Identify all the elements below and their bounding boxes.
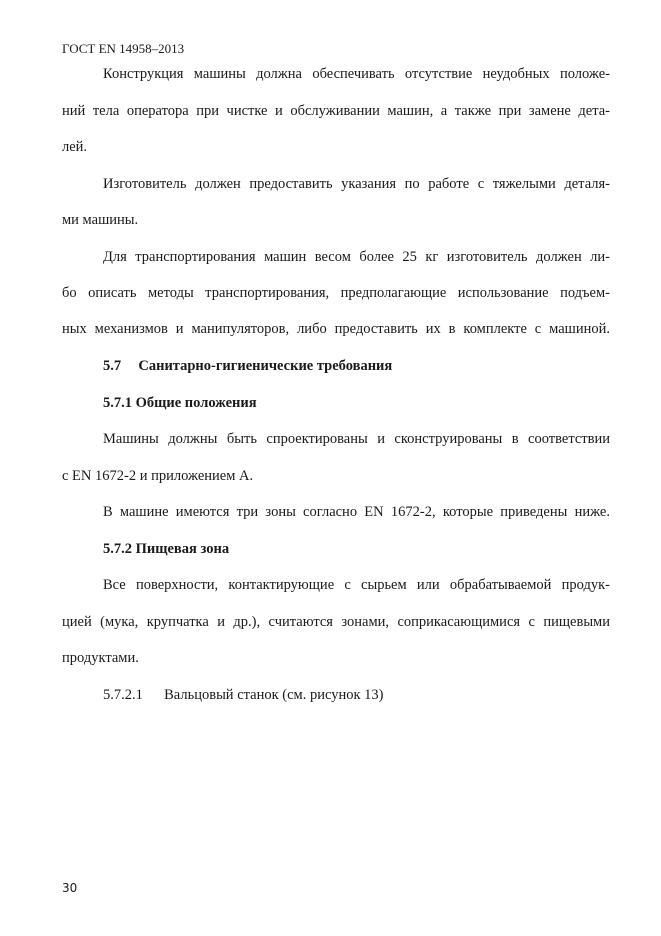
section-title: Санитарно-гигиенические требования — [138, 358, 393, 374]
section-number: 5.7 — [103, 358, 122, 374]
paragraph-line: ний тела оператора при чистке и обслуживании машин, а также при замене дета- — [62, 103, 610, 119]
page-number: 30 — [62, 881, 78, 895]
paragraph-line: Все поверхности, контактирующие с сырьем или обрабатываемой продук- — [103, 577, 610, 593]
paragraph-line: бо описать методы транспортирования, предполагающие использование подъем- — [62, 285, 610, 301]
paragraph-line: лей. — [62, 139, 88, 155]
paragraph-line: ных механизмов и манипуляторов, либо предоставить их в комплекте с машиной. — [62, 321, 610, 337]
section-title: Вальцовый станок (см. рисунок 13) — [164, 687, 384, 703]
paragraph-line: ми машины. — [62, 212, 139, 228]
paragraph-line: с EN 1672-2 и приложением А. — [62, 468, 254, 484]
section-heading-5-7-2: 5.7.2 Пищевая зона — [103, 541, 230, 557]
section-heading-5-7 — [103, 357, 610, 375]
section-number: 5.7.2.1 — [103, 687, 143, 703]
paragraph-line: В машине имеются три зоны согласно EN 1672-2, которые приведены ниже. — [103, 504, 610, 520]
paragraph-line: Конструкция машины должна обеспечивать отсутствие неудобных положе- — [103, 66, 610, 82]
paragraph-line: цией (мука, крупчатка и др.), считаются зонами, соприкасающимися с пищевыми — [62, 614, 610, 630]
paragraph-line: Машины должны быть спроектированы и сконструированы в соответствии — [103, 431, 610, 447]
paragraph-line: Изготовитель должен предоставить указания по работе с тяжелыми деталя- — [103, 176, 610, 192]
paragraph-line: продуктами. — [62, 650, 139, 666]
document-header-code: ГОСТ EN 14958–2013 — [62, 41, 185, 56]
paragraph-line: Для транспортирования машин весом более 25 кг изготовитель должен ли- — [103, 249, 610, 265]
section-heading-5-7-2-1 — [103, 686, 610, 704]
section-heading-5-7-1: 5.7.1 Общие положения — [103, 395, 257, 411]
